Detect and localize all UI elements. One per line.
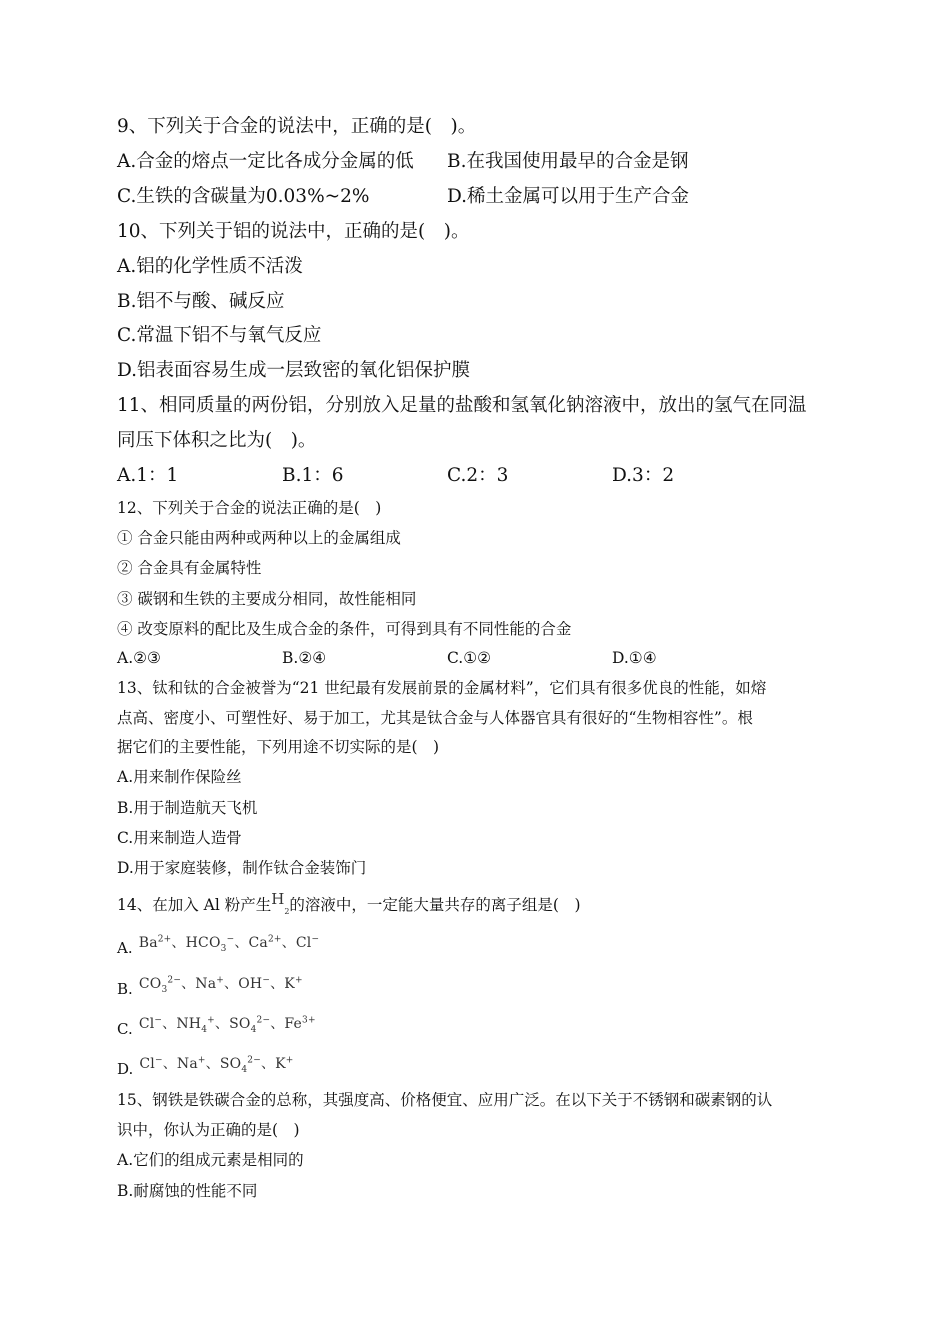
ion-set-d: Cl−、Na+、$SO_4^{2-}$、K+ <box>139 1055 294 1075</box>
q14-stem <box>117 890 581 916</box>
q11-option-b: B.1：6 <box>282 465 344 486</box>
q14-option-a: A. $Ba^{2+}$、$HCO_3^-$、$Ca^{2+}$、Cl− <box>117 934 320 957</box>
ion-set-b: $CO_3^{2-}$、Na+、OH−、K+ <box>138 975 303 995</box>
q10-option-b: B.铝不与酸、碱反应 <box>117 291 285 312</box>
q14-stem-after: 的溶液中，一定能大量共存的离子组是( ) <box>289 896 581 914</box>
q12-statement-3: ③ 碳钢和生铁的主要成分相同，故性能相同 <box>117 590 417 608</box>
q15-option-b: B.耐腐蚀的性能不同 <box>117 1182 258 1200</box>
q14-stem-before: 14、在加入 Al 粉产生 <box>117 896 272 914</box>
q9-stem: 9、下列关于合金的说法中，正确的是( )。 <box>117 116 477 137</box>
q15-stem-line-2: 识中，你认为正确的是( ) <box>117 1121 300 1139</box>
q13-option-b: B.用于制造航天飞机 <box>117 799 258 817</box>
q13-stem-line-3: 据它们的主要性能，下列用途不切实际的是( ) <box>117 738 440 756</box>
q12-option-d: D.①④ <box>612 649 657 667</box>
q15-option-a: A.它们的组成元素是相同的 <box>117 1151 304 1169</box>
q12-stem: 12、下列关于合金的说法正确的是( ) <box>117 499 382 517</box>
q12-option-c: C.①② <box>447 649 492 667</box>
ion-set-c: Cl−、$NH_4^+$、$SO_4^{2-}$、$Fe^{3+}$ <box>138 1015 316 1035</box>
q14-option-c: C. Cl−、$NH_4^+$、$SO_4^{2-}$、$Fe^{3+}$ <box>117 1015 316 1038</box>
q13-option-a: A.用来制作保险丝 <box>117 768 242 786</box>
q13-stem-line-2: 点高、密度小、可塑性好、易于加工，尤其是钛合金与人体器官具有很好的“生物相容性”。根 <box>117 709 753 727</box>
q14-option-b: B. $CO_3^{2-}$、Na+、OH−、K+ <box>117 975 303 998</box>
q15-stem-line-1: 15、钢铁是铁碳合金的总称，其强度高、价格便宜、应用广泛。在以下关于不锈钢和碳素钢的认 <box>117 1091 773 1109</box>
q9-option-a: A.合金的熔点一定比各成分金属的低 <box>117 151 414 172</box>
q10-option-a: A.铝的化学性质不活泼 <box>117 256 303 277</box>
q11-stem-line-2: 同压下体积之比为( )。 <box>117 430 317 451</box>
q14-option-d: D. Cl−、Na+、$SO_4^{2-}$、K+ <box>117 1055 294 1078</box>
q13-option-d: D.用于家庭装修，制作钛合金装饰门 <box>117 859 367 877</box>
hydrogen-formula: $H_2$ <box>271 890 290 916</box>
q12-option-a: A.②③ <box>117 649 161 667</box>
q11-option-d: D.3：2 <box>612 465 675 486</box>
q12-statement-1: ① 合金只能由两种或两种以上的金属组成 <box>117 529 401 547</box>
q9-option-b: B.在我国使用最早的合金是钢 <box>447 151 689 172</box>
q9-option-d: D.稀土金属可以用于生产合金 <box>447 186 690 207</box>
q10-stem: 10、下列关于铝的说法中，正确的是( )。 <box>117 221 470 242</box>
q9-option-c: C.生铁的含碳量为0.03%~2% <box>117 186 370 207</box>
q12-statement-2: ② 合金具有金属特性 <box>117 559 262 577</box>
q11-option-a: A.1：1 <box>117 465 179 486</box>
q11-stem-line-1: 11、相同质量的两份铝，分别放入足量的盐酸和氢氧化钠溶液中，放出的氢气在同温 <box>117 395 807 416</box>
q10-option-c: C.常温下铝不与氧气反应 <box>117 325 322 346</box>
q13-stem-line-1: 13、钛和钛的合金被誉为“21 世纪最有发展前景的金属材料”，它们具有很多优良的性能，如熔 <box>117 679 767 697</box>
q12-statement-4: ④ 改变原料的配比及生成合金的条件，可得到具有不同性能的合金 <box>117 620 572 638</box>
q13-option-c: C.用来制造人造骨 <box>117 829 242 847</box>
ion-set-a: $Ba^{2+}$、$HCO_3^-$、$Ca^{2+}$、Cl− <box>138 934 320 954</box>
q12-option-b: B.②④ <box>282 649 327 667</box>
q10-option-d: D.铝表面容易生成一层致密的氧化铝保护膜 <box>117 360 471 381</box>
q11-option-c: C.2：3 <box>447 465 509 486</box>
